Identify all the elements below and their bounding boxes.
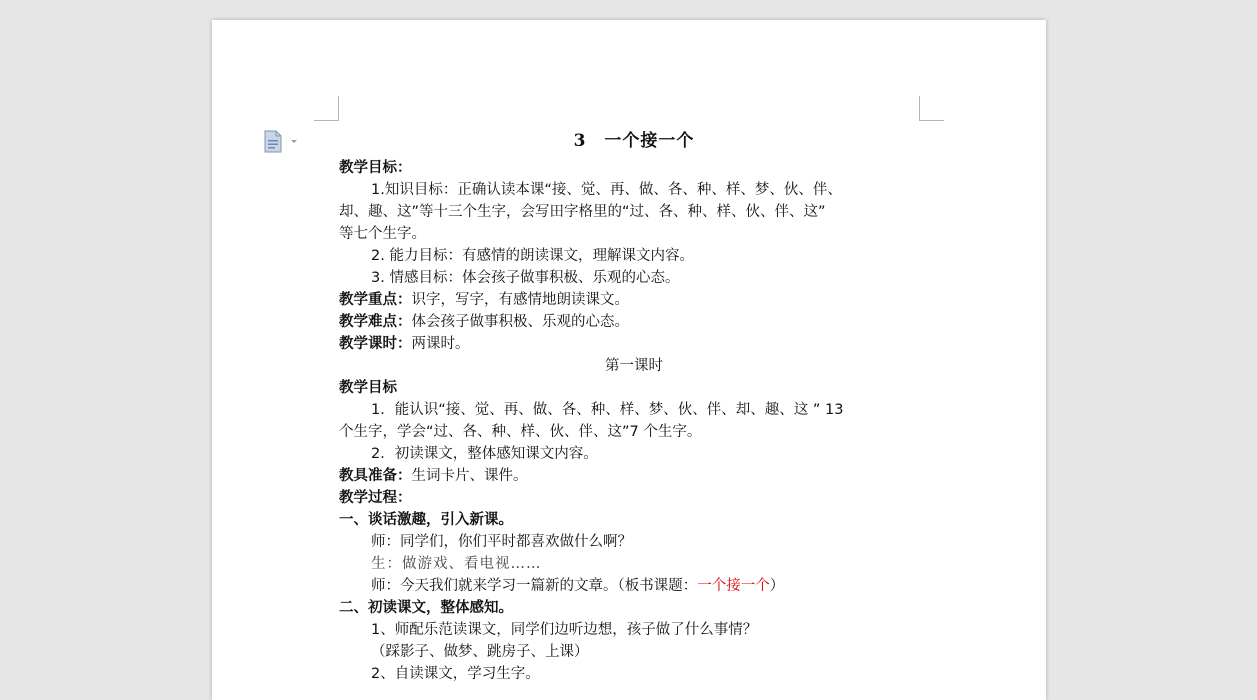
- difficulty-label: 教学难点：: [339, 314, 412, 330]
- teacher-line-2-end: ）: [769, 578, 785, 594]
- step-1-heading: 一、谈话激趣，引入新课。: [339, 512, 513, 528]
- lesson-goals-heading: 教学目标: [339, 380, 397, 396]
- question-1: 1、师配乐范读课文，同学们边听边想，孩子做了什么事情？: [371, 622, 758, 638]
- document-options-icon[interactable]: [263, 130, 303, 154]
- key-label: 教学重点：: [339, 292, 412, 308]
- board-title: 一个接一个: [697, 578, 770, 594]
- teaching-tools: [339, 465, 929, 487]
- goal-1-line-1: 1.知识目标：正确认读本课“接、觉、再、做、各、种、样、梦、伙、伴、: [371, 182, 842, 198]
- question-2: 2、自读课文，学习生字。: [371, 666, 540, 682]
- key-points: [339, 289, 929, 311]
- doc-title: 3 一个接一个: [573, 131, 695, 151]
- tools-text: 生词卡片、课件。: [411, 468, 528, 484]
- key-text: 识字，写字，有感情地朗读课文。: [411, 292, 629, 308]
- margin-corner-top-left: [314, 96, 339, 121]
- teacher-line-2-text: 师：今天我们就来学习一篇新的文章。（板书课题：: [371, 578, 698, 594]
- hours-text: 两课时。: [411, 336, 470, 352]
- margin-corner-top-right: [919, 96, 944, 121]
- lesson-heading: 第一课时: [605, 358, 663, 374]
- class-hours: [339, 333, 929, 355]
- teacher-line-1: 师：同学们，你们平时都喜欢做什么啊？: [371, 534, 632, 550]
- goal-1-line-2: 却、趣、这”等十三个生字，会写田字格里的“过、各、种、样、伙、伴、这”: [339, 204, 826, 220]
- lesson-goal-1-line-2: 个生字，学会“过、各、种、样、伙、伴、这”7 个生字。: [339, 424, 702, 440]
- teacher-line-2: [339, 575, 929, 597]
- goal-1-line-3: 等七个生字。: [339, 226, 426, 242]
- lesson-goal-1-line-1: 1．能认识“接、觉、再、做、各、种、样、梦、伙、伴、却、趣、这 ” 13: [371, 402, 844, 418]
- goals-heading: 教学目标：: [339, 160, 412, 176]
- step-2-heading: 二、初读课文，整体感知。: [339, 600, 513, 616]
- document-body: [339, 130, 929, 685]
- goal-2: 2. 能力目标：有感情的朗读课文，理解课文内容。: [371, 248, 694, 264]
- tools-label: 教具准备：: [339, 468, 412, 484]
- process-heading: 教学过程：: [339, 490, 412, 506]
- student-line-1: 生：做游戏、看电视……: [371, 556, 542, 572]
- difficult-points: [339, 311, 929, 333]
- answer-1: （踩影子、做梦、跳房子、上课）: [371, 644, 589, 660]
- difficulty-text: 体会孩子做事积极、乐观的心态。: [411, 314, 629, 330]
- lesson-goal-2: 2．初读课文，整体感知课文内容。: [371, 446, 598, 462]
- hours-label: 教学课时：: [339, 336, 412, 352]
- goal-3: 3. 情感目标：体会孩子做事积极、乐观的心态。: [371, 270, 680, 286]
